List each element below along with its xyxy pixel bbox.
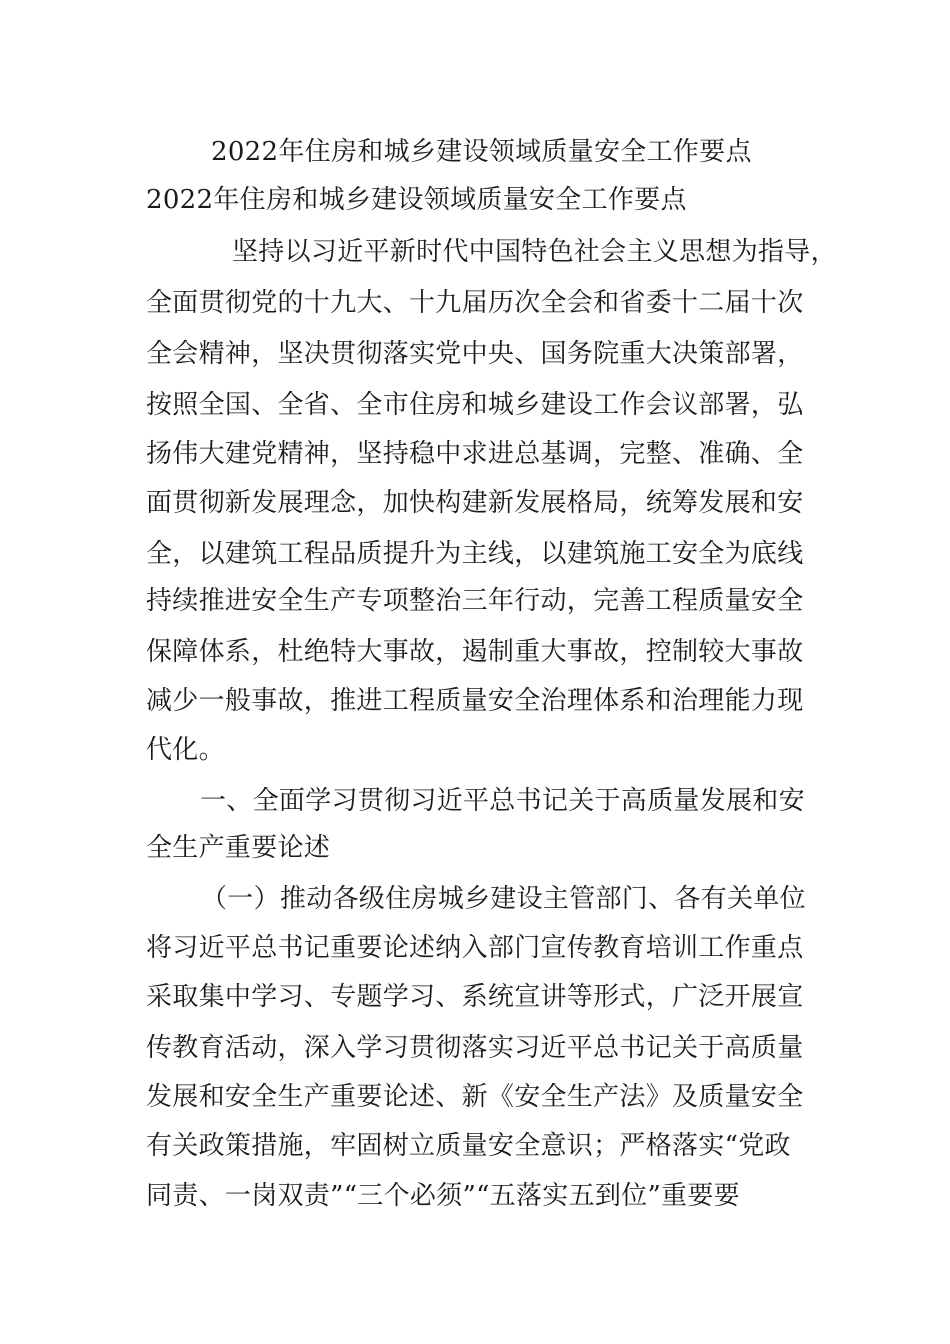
paragraph-line: 传教育活动，深入学习贯彻落实习近平总书记关于高质量 (146, 1033, 804, 1063)
document-title: 2022年住房和城乡建设领域质量安全工作要点 (146, 185, 687, 215)
paragraph-line: 全会精神，坚决贯彻落实党中央、国务院重大决策部署， (146, 339, 804, 369)
paragraph-line: 有关政策措施，牢固树立质量安全意识；严格落实“党政 (146, 1131, 791, 1161)
paragraph-line: 减少一般事故，推进工程质量安全治理体系和治理能力现 (146, 686, 804, 716)
paragraph-line: 扬伟大建党精神，坚持稳中求进总基调，完整、准确、全 (146, 439, 804, 469)
paragraph-line: 代化。 (146, 735, 225, 765)
paragraph-line: 面贯彻新发展理念，加快构建新发展格局，统筹发展和安 (146, 488, 804, 518)
paragraph-line: 按照全国、全省、全市住房和城乡建设工作会议部署，弘 (146, 390, 804, 420)
paragraph-line: 坚持以习近平新时代中国特色社会主义思想为指导， (232, 237, 837, 267)
paragraph-line: 将习近平总书记重要论述纳入部门宣传教育培训工作重点 (146, 933, 804, 963)
paragraph-line: （一）推动各级住房城乡建设主管部门、各有关单位 (201, 884, 806, 914)
document-title-centered: 2022年住房和城乡建设领域质量安全工作要点 (211, 137, 752, 167)
section-heading-line: 全生产重要论述 (146, 833, 331, 863)
paragraph-line: 同责、一岗双责”“三个必须”“五落实五到位”重要要 (146, 1181, 740, 1211)
paragraph-line: 保障体系，杜绝特大事故，遏制重大事故，控制较大事故 (146, 637, 804, 667)
section-heading-line: 一、全面学习贯彻习近平总书记关于高质量发展和安 (200, 786, 805, 816)
paragraph-line: 全面贯彻党的十九大、十九届历次全会和省委十二届十次 (146, 288, 804, 318)
paragraph-line: 持续推进安全生产专项整治三年行动，完善工程质量安全 (146, 586, 804, 616)
paragraph-line: 全，以建筑工程品质提升为主线，以建筑施工安全为底线 (146, 539, 804, 569)
paragraph-line: 发展和安全生产重要论述、新《安全生产法》及质量安全 (146, 1082, 804, 1112)
paragraph-line: 采取集中学习、专题学习、系统宣讲等形式，广泛开展宣 (146, 982, 804, 1012)
